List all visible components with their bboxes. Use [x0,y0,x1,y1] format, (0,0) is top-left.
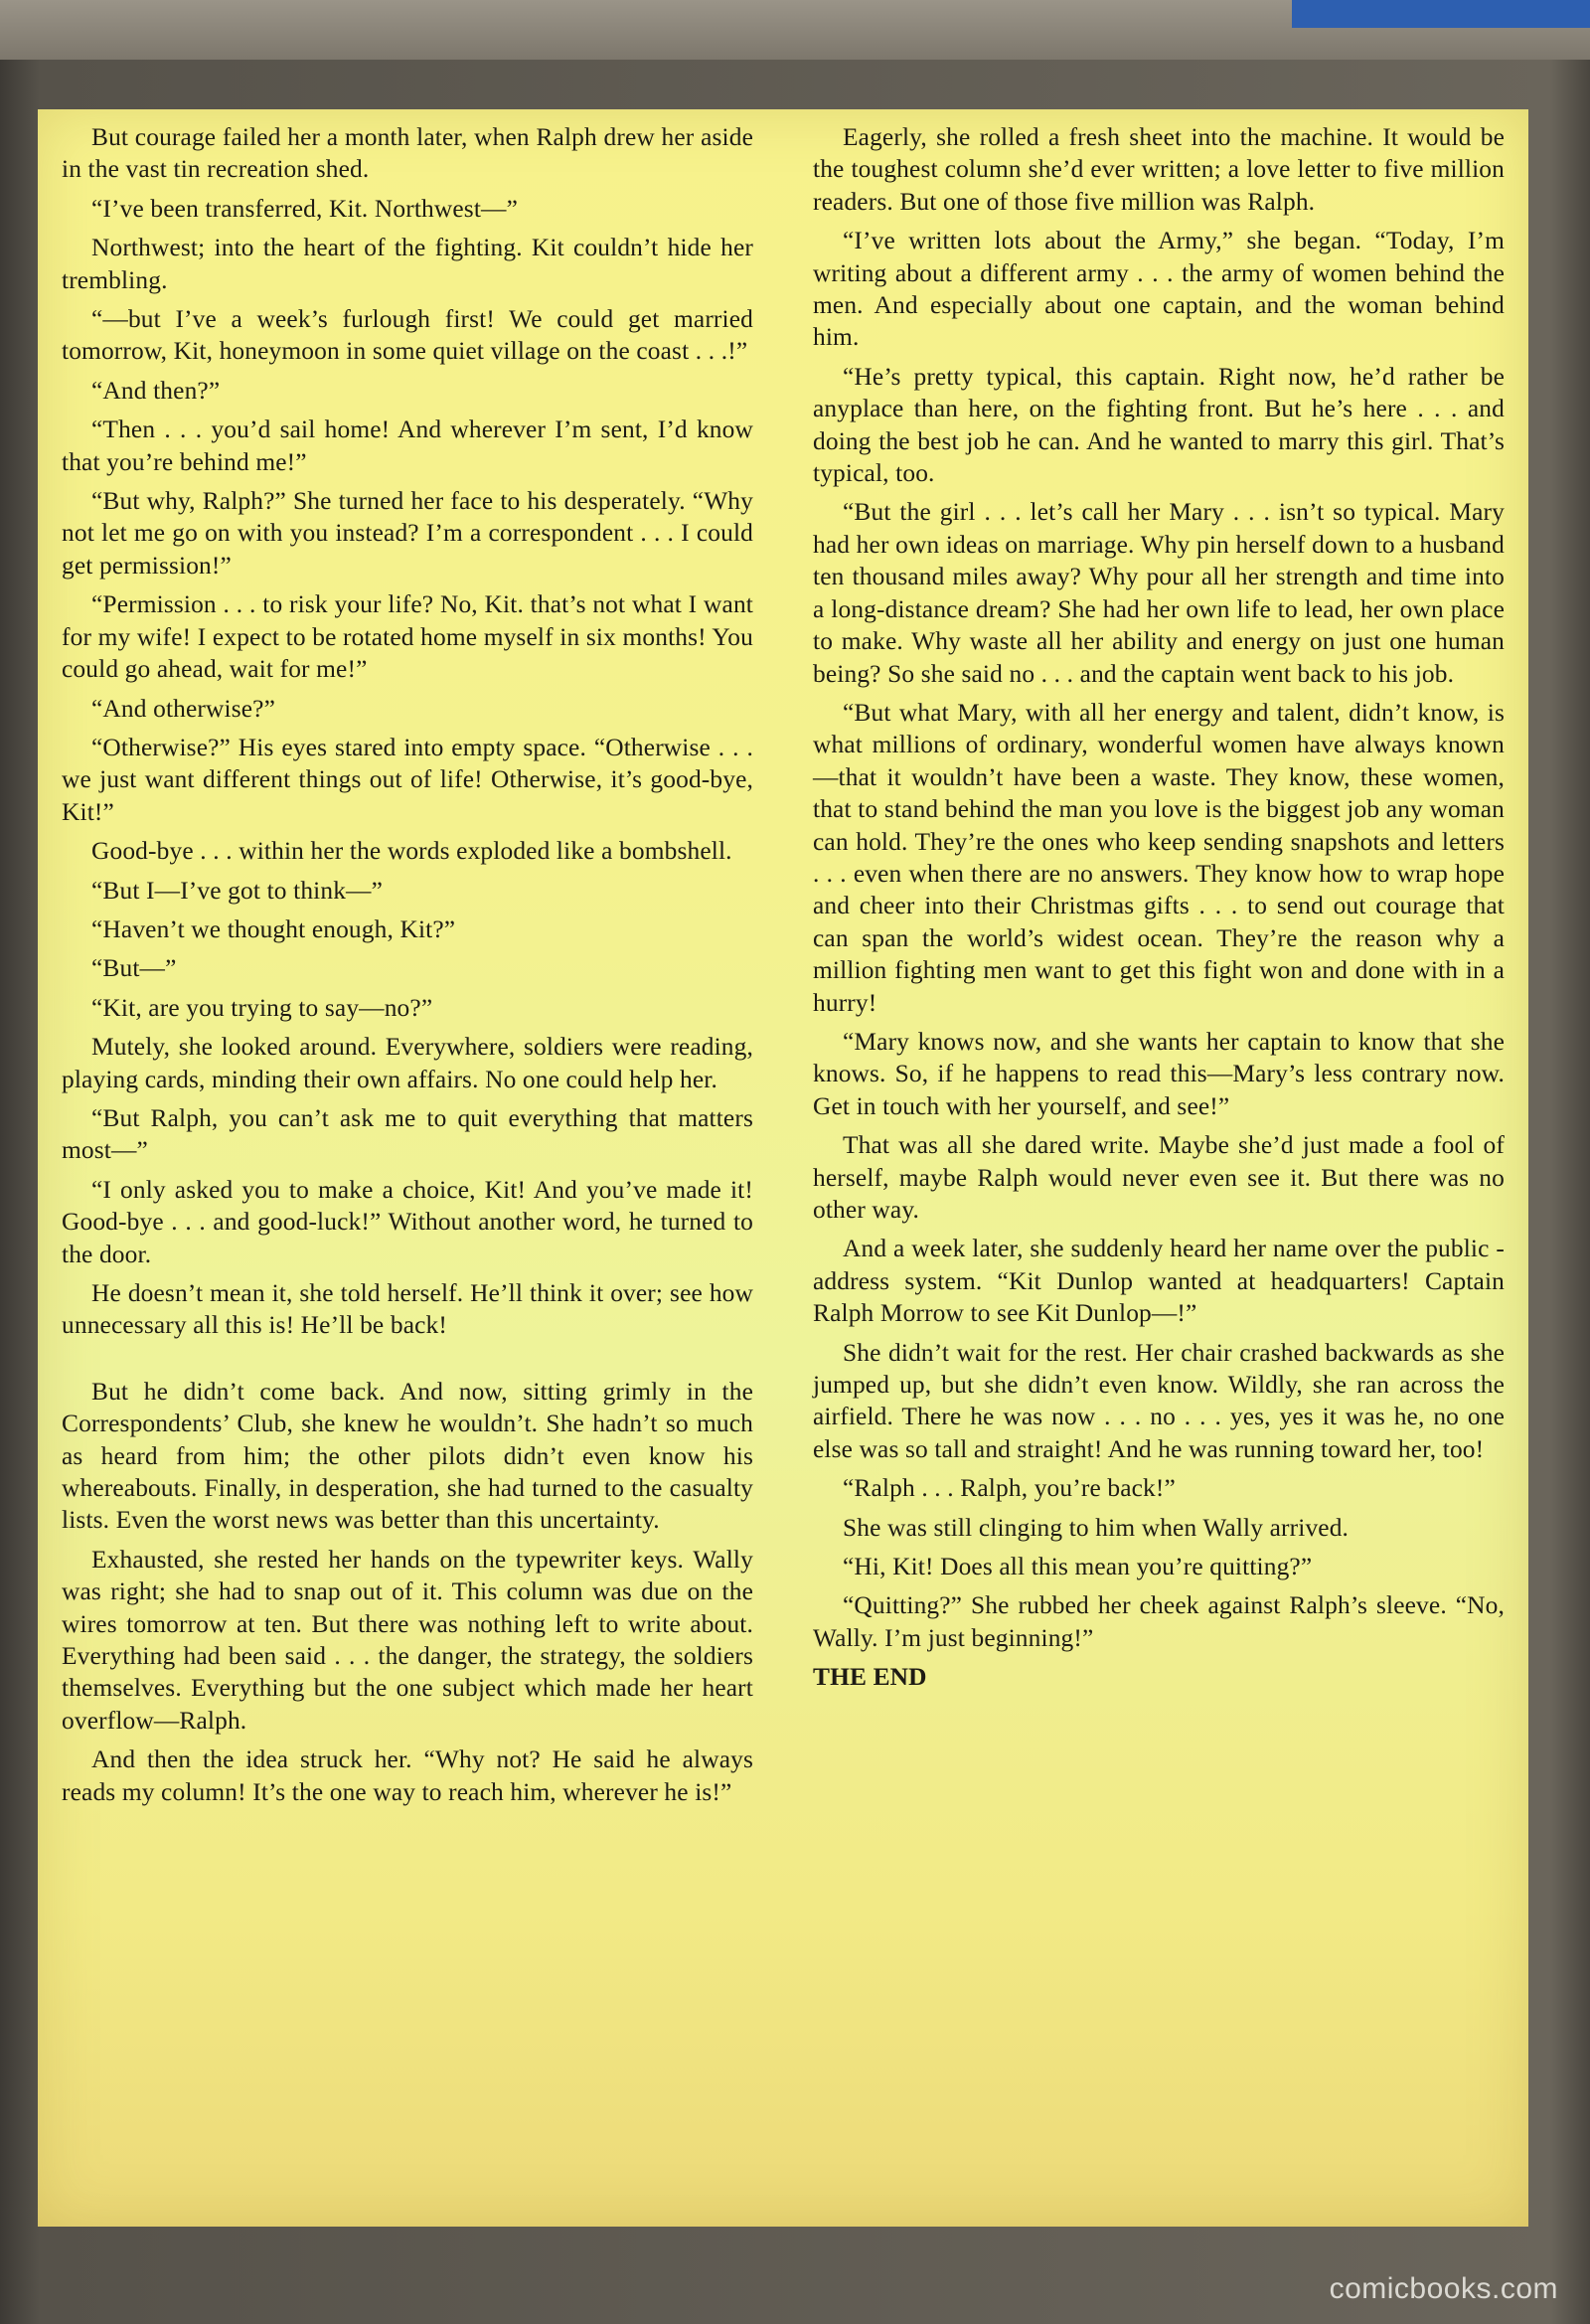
story-paragraph: “He’s pretty typical, this captain. Right now, he’d rather be anyplace than here, on the fighting front. But he’s here . . . and doing the best job he can. And he wanted to marry this girl. That’s typical, too. [813,362,1505,488]
story-paragraph: And a week later, she suddenly heard her name over the public - address system. “Kit Dunlop wanted at headquarters! Captain Ralph Morrow to see Kit Dunlop—!” [813,1235,1505,1328]
story-paragraph: He doesn’t mean it, she told herself. He’ll think it over; see how unnecessary all this is! He’ll be back! [62,1279,753,1340]
the-end-label: THE END [813,1663,927,1692]
story-paragraph: “I’ve been transferred, Kit. Northwest—” [91,194,518,223]
story-paragraph: Good-bye . . . within her the words exploded like a bombshell. [91,837,732,866]
story-paragraph: She was still clinging to him when Wally arrived. [843,1513,1350,1542]
story-paragraph: “Otherwise?” His eyes stared into empty space. “Otherwise . . . we just want different things out of life! Otherwise, it’s good-bye, Kit!” [62,733,753,826]
story-paragraph: “Haven’t we thought enough, Kit?” [91,914,456,943]
story-paragraph: “But—” [91,954,177,983]
story-paragraph: “But Ralph, you can’t ask me to quit everything that matters most—” [62,1103,753,1165]
story-paragraph: “Kit, are you trying to say—no?” [91,993,433,1022]
story-paragraph: “—but I’ve a week’s furlough first! We could get married tomorrow, Kit, honeymoon in some quiet village on the coast . . .!” [62,305,753,366]
text-columns [62,121,1505,1815]
story-paragraph: She didn’t wait for the rest. Her chair crashed backwards as she jumped up, but she didn’t even know. Wildly, she ran across the airfield. There he was now . . . no . . . yes, yes it was he, no one else was so tall and straight! And he was running toward her, too! [813,1338,1505,1463]
story-paragraph: “Quitting?” She rubbed her cheek against Ralph’s sleeve. “No, Wally. I’m just beginning!” [813,1591,1505,1652]
story-paragraph: “But what Mary, with all her energy and talent, didn’t know, is what millions of ordinary, wonderful women have always known—that it wouldn’t have been a waste. They know, these women, that to stand behind the man you love is the biggest job any woman can hold. They’re the ones who keep sending snapshots and letters . . . even when there are no answers. They know how to wrap hope and cheer into their Christmas gifts . . . to send out courage that can span the world’s widest ocean. They’re the reason why a million fighting men want to get this fight won and done with in a hurry! [813,698,1505,1017]
story-paragraph: Mutely, she looked around. Everywhere, soldiers were reading, playing cards, minding their own affairs. No one could help her. [62,1033,753,1093]
story-paragraph: “But the girl . . . let’s call her Mary . . . isn’t so typical. Mary had her own ideas on marriage. Why pin herself down to a husband ten thousand miles away? Why pour all her strength and time into a long-distance dream? She had her own life to lead, her own place to make. Why waste all her ability and energy on just one human being? So she said no . . . and the captain went back to his job. [813,498,1505,688]
story-paragraph: But he didn’t come back. And now, sitting grimly in the Correspondents’ Club, she knew he wouldn’t. She hadn’t so much as heard from him; the other pilots didn’t even know his whereabouts. Finally, in desperation, she had turned to the casualty lists. Even the worst news was better than this uncertainty. [62,1377,753,1535]
story-paragraph: “Hi, Kit! Does all this mean you’re quitting?” [843,1553,1313,1581]
story-paragraph: Eagerly, she rolled a fresh sheet into the machine. It would be the toughest column she’d ever written; a love letter to five million readers. But one of those five million was Ralph. [813,123,1505,216]
story-paragraph: “Permission . . . to risk your life? No, Kit. that’s not what I want for my wife! I expect to be rotated home myself in six months! You could go ahead, wait for me!” [62,590,753,684]
left-column [62,121,753,1815]
right-column [813,121,1505,1815]
story-paragraph: But courage failed her a month later, when Ralph drew her aside in the vast tin recreation shed. [62,123,753,184]
story-paragraph: Northwest; into the heart of the fighting. Kit couldn’t hide her trembling. [62,234,753,294]
story-paragraph: That was all she dared write. Maybe she’d just made a fool of herself, maybe Ralph would never even see it. But there was no other way. [813,1131,1505,1224]
story-paragraph: “But why, Ralph?” She turned her face to his desperately. “Why not let me go on with you instead? I’m a correspondent . . . I could get permission!” [62,487,753,580]
story-paragraph: “I only asked you to make a choice, Kit! And you’ve made it! Good-bye . . . and good-luck!” Without another word, he turned to the door. [62,1175,753,1268]
story-paragraph: “And otherwise?” [91,694,275,723]
story-paragraph: And then the idea struck her. “Why not? He said he always reads my column! It’s the one way to reach him, wherever he is!” [62,1745,753,1806]
story-page [38,109,1528,2227]
story-paragraph: “But I—I’ve got to think—” [91,876,384,905]
story-paragraph: “Then . . . you’d sail home! And wherever I’m sent, I’d know that you’re behind me!” [62,415,753,476]
blue-cover-corner [1292,0,1590,28]
story-paragraph: “Mary knows now, and she wants her captain to know that she knows. So, if he happens to read this—Mary’s less contrary now. Get in touch with her yourself, and see!” [813,1027,1505,1120]
story-paragraph: “And then?” [91,376,221,405]
story-paragraph: “I’ve written lots about the Army,” she began. “Today, I’m writing about a different army . . . the army of women behind the men. And especially about one captain, and the woman behind him. [813,227,1505,352]
story-paragraph: Exhausted, she rested her hands on the typewriter keys. Wally was right; she had to snap out of it. This column was due on the wires tomorrow at ten. But there was nothing left to write about. Everything had been said . . . the danger, the strategy, the soldiers themselves. Everything but the one subject which made her heart overflow—Ralph. [62,1545,753,1735]
watermark: comicbooks.com [1329,2272,1558,2305]
story-paragraph: “Ralph . . . Ralph, you’re back!” [843,1474,1176,1503]
